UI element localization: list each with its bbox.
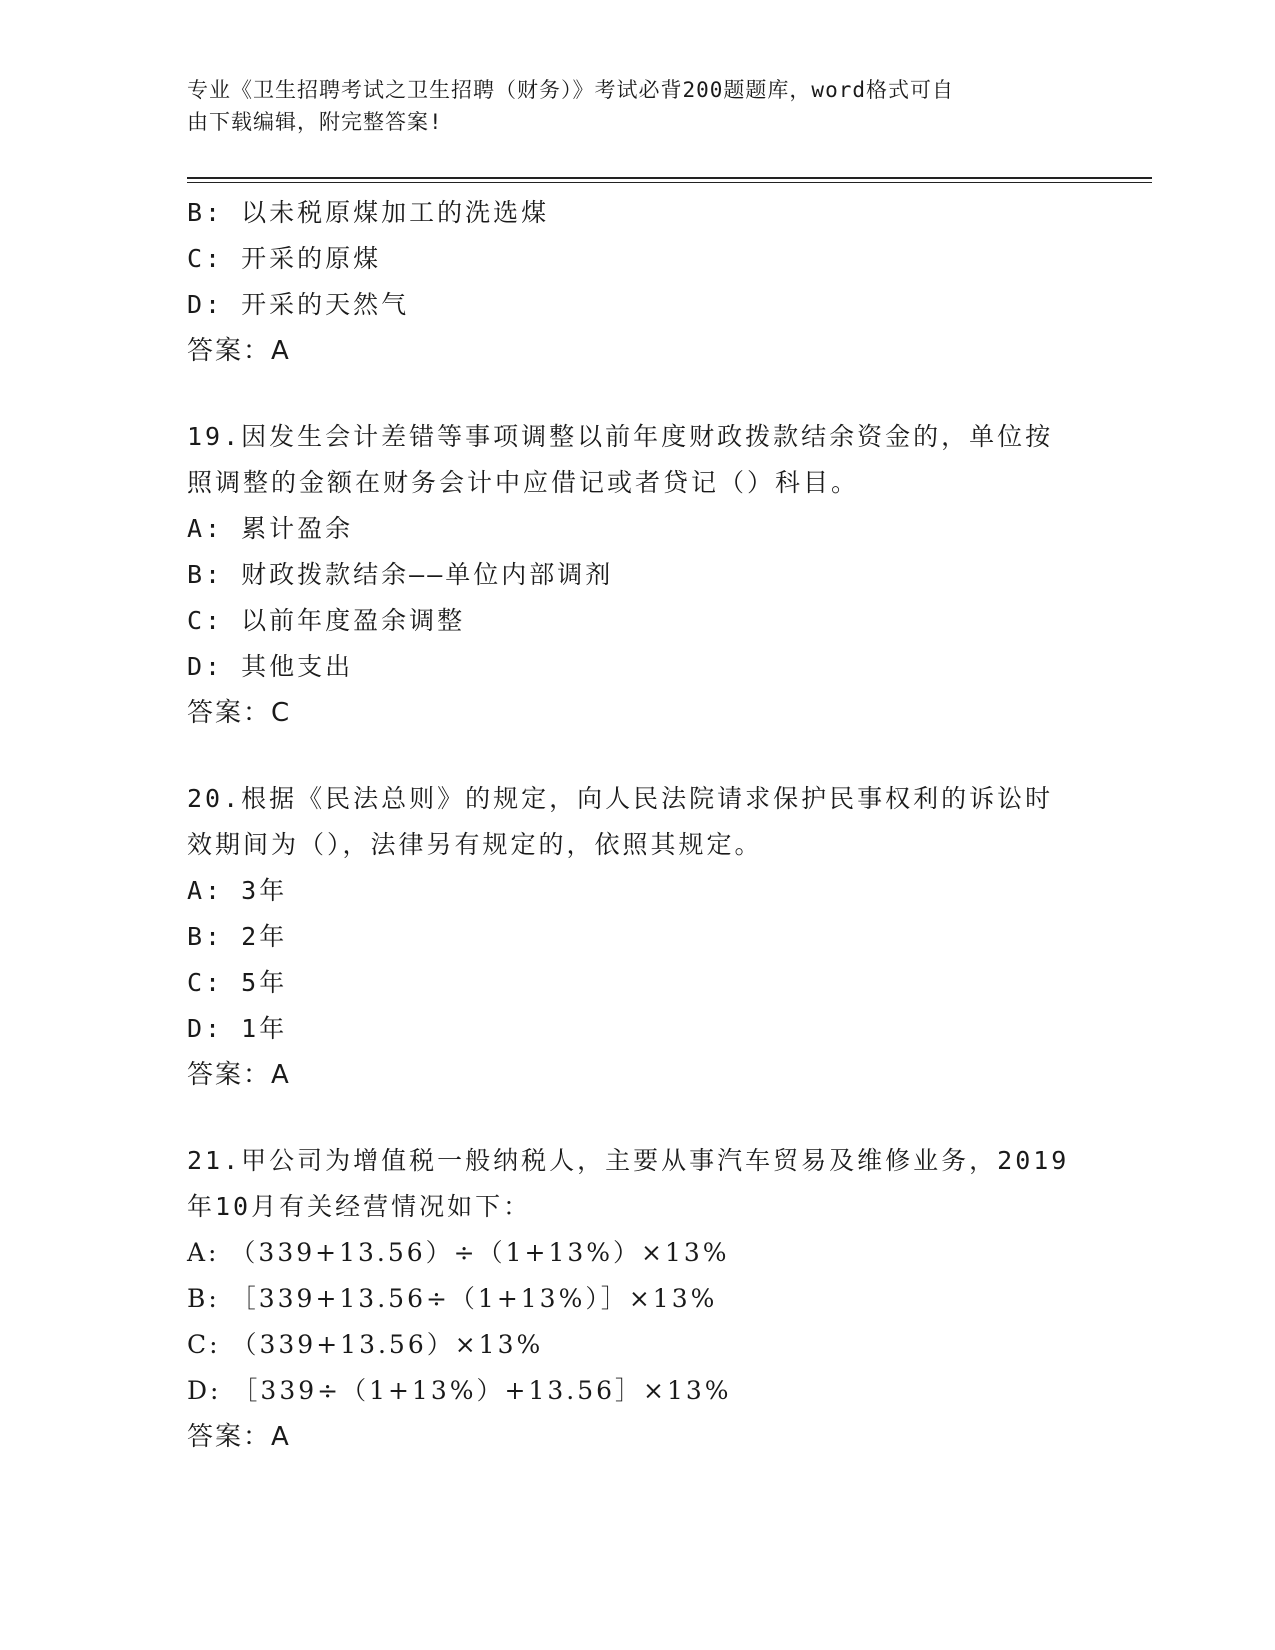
option-a: A: （339+13.56）÷（1+13%）×13%: [187, 1238, 730, 1267]
question-stem-line-2: 年10月有关经营情况如下：: [187, 1192, 532, 1221]
option-a: A: 累计盈余: [187, 514, 354, 543]
option-c: C: 以前年度盈余调整: [187, 606, 466, 635]
option-c: C: 开采的原煤: [187, 244, 382, 273]
answer-line: 答案：A: [187, 1422, 291, 1452]
option-c: C: （339+13.56）×13%: [187, 1330, 544, 1359]
question-stem-line-1: 19.因发生会计差错等事项调整以前年度财政拨款结余资金的，单位按: [187, 422, 1054, 451]
question-stem-line-1: 20.根据《民法总则》的规定，向人民法院请求保护民事权利的诉讼时: [187, 784, 1054, 813]
option-d: D: ［339÷（1+13%）+13.56］×13%: [187, 1376, 732, 1405]
question-stem-line-2: 照调整的金额在财务会计中应借记或者贷记（）科目。: [187, 468, 860, 497]
option-b: B: 以未税原煤加工的洗选煤: [187, 198, 550, 227]
question-stem-line-1: 21.甲公司为增值税一般纳税人，主要从事汽车贸易及维修业务，2019: [187, 1146, 1070, 1175]
question-block-21: [187, 1138, 1087, 1460]
spacer: [187, 1098, 1087, 1138]
header-divider-thin: [187, 182, 1152, 183]
spacer: [187, 374, 1087, 414]
answer-line: 答案：A: [187, 336, 291, 366]
header-line-1: 专业《卫生招聘考试之卫生招聘（财务）》考试必背200题题库，word格式可自: [187, 78, 954, 102]
header-divider-thick: [187, 177, 1152, 179]
header-line-2: 由下载编辑，附完整答案!: [187, 110, 443, 134]
option-b: B: 财政拨款结余——单位内部调剂: [187, 560, 614, 589]
option-d: D: 其他支出: [187, 652, 354, 681]
question-block-19: [187, 414, 1087, 736]
option-b: B: ［339+13.56÷（1+13%）］×13%: [187, 1284, 718, 1313]
question-block-18: [187, 190, 1087, 374]
option-a: A: 3年: [187, 876, 288, 905]
option-c: C: 5年: [187, 968, 288, 997]
spacer: [187, 736, 1087, 776]
question-stem-line-2: 效期间为（），法律另有规定的，依照其规定。: [187, 830, 763, 859]
question-list: [187, 190, 1087, 1460]
option-d: D: 开采的天然气: [187, 290, 410, 319]
answer-line: 答案：A: [187, 1060, 291, 1090]
answer-line: 答案：C: [187, 698, 292, 728]
option-b: B: 2年: [187, 922, 288, 951]
question-block-20: [187, 776, 1087, 1098]
document-header: [187, 74, 1087, 138]
option-d: D: 1年: [187, 1014, 288, 1043]
